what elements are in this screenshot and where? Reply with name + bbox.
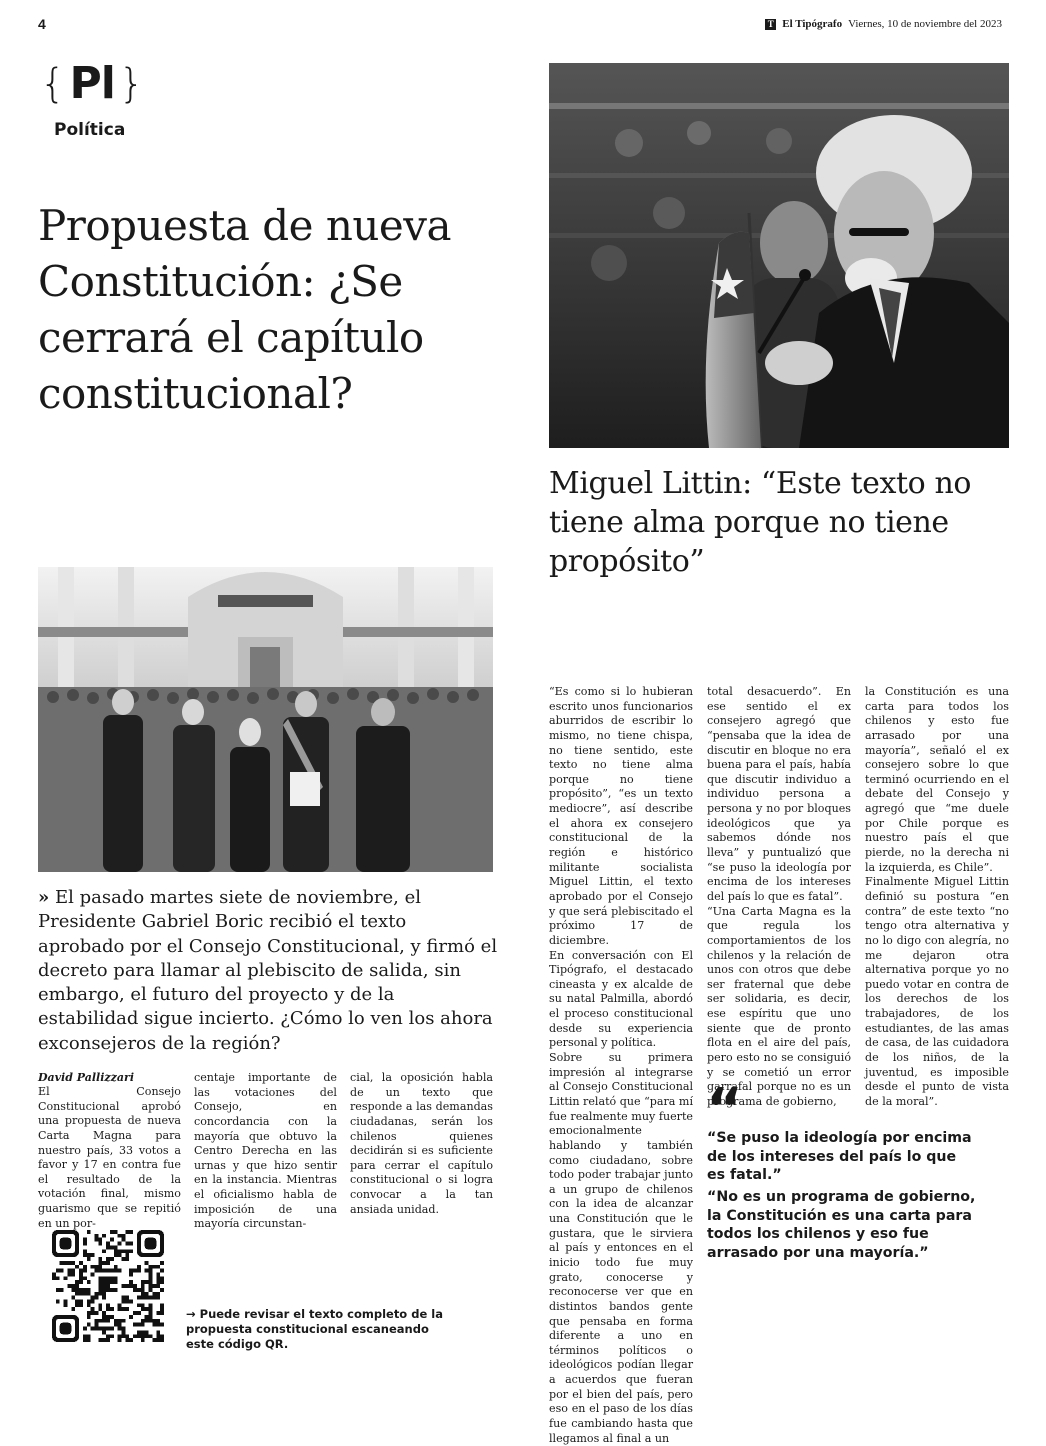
interview-paragraph: “Una Carta Magna es la que regula los comportamientos de los chilenos y la relación de unos con otros que debe ser fraternal que debe ser solidaria, es decir, ese espíritu que uno siente que de pronto flota en el aire del país, pero esto no se consiguió y se cometió un error garrafal porque no es un programa de gobierno, (707, 904, 851, 1108)
interview-paragraph: Sobre su primera impresión al integrarse al Consejo Constitucional Littin relató que “para mí fue realmente muy fuerte emocionalmente hablando y también como ciudadano, sobre todo poder trabajar junto a un grupo de chilenos con la idea de alcanzar una Constitución que le gustara, que le sirviera al país y entonces en el inicio todo fue muy grato, conocerse y reconocerse ver que en distintos bandos gente que pensaba en forma diferente a uno en términos políticos o ideológicos podían llegar a acuerdos que fueran por el bien del país, pero eso en el paso de los días fue cambiando hasta que llegamos al final a un (549, 1051, 693, 1445)
qr-code-graphic (52, 1230, 164, 1342)
interview-paragraph: Finalmente Miguel Littin definió su postura “en contra” de este texto “no tengo otra alternativa y no lo digo con alegría, no me dejaron otra alternativa porque yo no puedo votar en contra de los derechos de los trabajadores, de los estudiantes, de las amas de casa, de las cuidadora de los niños, de la juventud, es imposible desde el punto de vista de la moral”. (865, 875, 1009, 1108)
photo-congress-ceremony-illustration (38, 567, 493, 872)
article-paragraph: cial, la oposición habla de un texto que responde a las demandas ciudadanas, serán los chilenos quienes decidirán si es suficiente para cerrar el capítulo constitucional o si logra convocar a la tan ansiada unidad. (350, 1071, 493, 1216)
photo-miguel-littin (549, 63, 1009, 448)
section-name: Política (54, 120, 126, 140)
article-paragraph: El Consejo Constitucional aprobó una propuesta de nueva Carta Magna para nuestro país, 33 votos a favor y 17 en contra fue el resultado de la votación final, mismo guarismo que se repitió en un por- (38, 1085, 181, 1230)
interview-paragraph: En conversación con El Tipógrafo, el destacado cineasta y ex alcalde de su natal Palmilla, abordó el proceso constitucional desde su experiencia personal y política. (549, 948, 693, 1050)
article-column-3 (350, 1071, 493, 1217)
quote-mark-icon: “ (706, 1077, 743, 1142)
newspaper-logo-icon: T (765, 19, 776, 30)
page-number: 4 (38, 16, 46, 32)
pull-quote-1: “Se puso la ideología por encima de los intereses del país lo que es fatal.” (707, 1130, 972, 1184)
qr-code-icon[interactable] (52, 1230, 164, 1342)
author-byline: David Pallizzari (38, 1071, 134, 1084)
lead-marker: » (38, 887, 50, 908)
issue-date: Viernes, 10 de noviembre del 2023 (848, 18, 1002, 30)
interview-column-2 (707, 685, 851, 1110)
section-abbr: Pl (69, 58, 115, 109)
interview-paragraph: la Constitución es una carta para todos los chilenos y esto fue arrasado por una mayoría”, señaló el ex consejero sobre lo que terminó ocurriendo en el debate del Consejo y agregó que “me duele por Chile porque es nuestro país el que pierde, no la derecha ni la izquierda, es Chile”. (865, 685, 1009, 874)
article-column-2 (194, 1071, 337, 1232)
interview-column-1 (549, 685, 693, 1446)
main-headline: Propuesta de nueva Constitución: ¿Se cerrará el capítulo constitucional? (38, 201, 452, 418)
interview-paragraph: “Es como si lo hubieran escrito unos funcionarios aburridos de escribir lo mismo, no tiene chispa, no tiene sentido, este texto no tiene alma porque no tiene propósito”, “es un texto mediocre”, así describe el ahora ex consejero constitucional de la región e histórico militante socialista Miguel Littin, el texto aprobado por el Consejo y que será plebiscitado el próximo 17 de diciembre. (549, 685, 693, 947)
interview-column-3 (865, 685, 1009, 1110)
article-paragraph: centaje importante de las votaciones del Consejo, en concordancia con la mayoría que obtuvo la Centro Derecha en las urnas y que hizo sentir en la instancia. Mientras el oficialismo habla de imposición de una mayoría circunstan- (194, 1071, 337, 1231)
lead-text: El pasado martes siete de noviembre, el Presidente Gabriel Boric recibió el texto aprobado por el Consejo Constitucional, y firmó el decreto para llamar al plebiscito de salida, sin embargo, el futuro del proyecto y de la estabilidad sigue incierto. ¿Cómo lo ven los ahora exconsejeros de la región? (38, 887, 498, 1054)
section-brace-open: { (40, 61, 66, 107)
lead-paragraph (38, 886, 498, 1056)
article-column-1 (38, 1085, 181, 1231)
photo-congress-ceremony (38, 567, 493, 872)
interview-headline: Miguel Littin: “Este texto no tiene alma porque no tiene propósito” (549, 466, 972, 579)
masthead (765, 18, 1002, 30)
interview-paragraph: total desacuerdo”. En ese sentido el ex consejero agregó que “pensaba que la idea de discutir en bloque no era buena para el país, había que discutir individuo a individuo persona a persona y no por bloques ideológicos que ya sabemos dónde nos lleva” y puntualizó que “se puso la ideología por encima de los intereses del país lo que es fatal”. (707, 685, 851, 903)
newspaper-name: El Tipógrafo (782, 18, 843, 30)
section-tag (40, 58, 145, 109)
qr-note: → Puede revisar el texto completo de la propuesta constitucional escaneando este código QR. (186, 1307, 443, 1351)
pull-quote-2: “No es un programa de gobierno, la Constitución es una carta para todos los chilenos y eso fue arrasado por una mayoría.” (707, 1189, 976, 1262)
photo-miguel-littin-illustration (549, 63, 1009, 448)
section-brace-close: } (118, 61, 145, 107)
